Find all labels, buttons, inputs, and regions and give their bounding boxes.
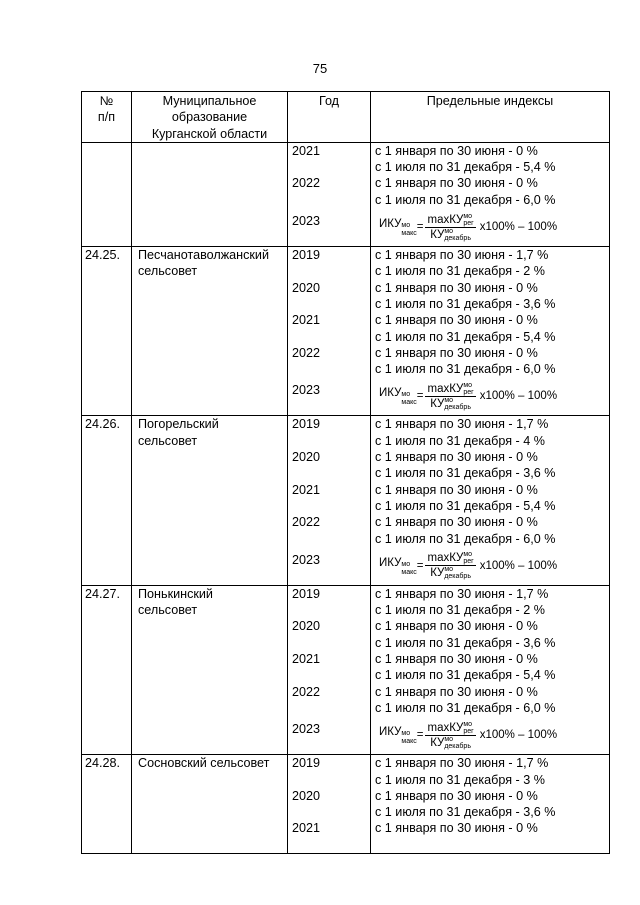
index-line: с 1 июля по 31 декабря - 3,6 % [375, 296, 556, 311]
year-cell: 2021 [292, 652, 321, 667]
index-line: с 1 января по 30 июня - 1,7 % [375, 756, 549, 771]
index-line: с 1 июля по 31 декабря - 6,0 % [375, 362, 556, 377]
formula-num-scripts [463, 721, 473, 735]
row-indexes [371, 755, 610, 854]
index-line: с 1 июля по 31 декабря - 3 % [375, 772, 545, 787]
formula-eq: = [416, 390, 424, 403]
formula-lhs-scripts [401, 391, 416, 407]
index-line: с 1 января по 30 июня - 0 % [375, 345, 538, 360]
index-line: с 1 июля по 31 декабря - 5,4 % [375, 668, 556, 683]
formula-fraction [425, 551, 475, 580]
formula-num-sup: мо [463, 551, 473, 559]
index-line: с 1 июля по 31 декабря - 2 % [375, 264, 545, 279]
index-line: с 1 января по 30 июня - 0 % [375, 788, 538, 803]
year-block [292, 482, 370, 515]
year-cell: 2023 [292, 213, 321, 228]
municipality-line: сельсовет [138, 264, 198, 279]
table-row [82, 142, 610, 246]
year-cell: 2023 [292, 383, 321, 398]
index-line: с 1 июля по 31 декабря - 3,6 % [375, 466, 556, 481]
index-line: с 1 января по 30 июня - 0 % [375, 280, 538, 295]
year-cell: 2023 [292, 552, 321, 567]
index-line: с 1 июля по 31 декабря - 3,6 % [375, 635, 556, 650]
year-block [292, 280, 370, 313]
formula-eq: = [416, 559, 424, 572]
index-line: с 1 июля по 31 декабря - 6,0 % [375, 192, 556, 207]
formula-lhs: ИКУ мо макс [379, 387, 417, 407]
row-indexes [371, 247, 610, 416]
formula-den-sup: мо [444, 735, 454, 743]
formula-num-sub: рег [463, 558, 474, 566]
header-year: Год [288, 92, 371, 143]
year-block [292, 543, 370, 577]
formula-den-sup: мо [444, 396, 454, 404]
formula-lhs-scripts [401, 730, 416, 746]
formula-den-sub: декабрь [444, 403, 471, 411]
year-cell: 2022 [292, 176, 321, 191]
formula [375, 208, 609, 246]
formula-num-scripts [463, 382, 473, 396]
row-municipality [132, 585, 288, 754]
formula-num-sup: мо [463, 381, 473, 389]
formula-num-sub: рег [463, 388, 474, 396]
year-cell: 2022 [292, 684, 321, 699]
formula-lhs-sub: макс [401, 568, 417, 576]
row-number: 24.27. [82, 585, 132, 754]
municipality-line: Погорельский [138, 417, 219, 432]
year-block [292, 247, 370, 280]
row-years [288, 585, 371, 754]
row-years [288, 247, 371, 416]
index-line: с 1 января по 30 июня - 0 % [375, 143, 538, 158]
header-municipality: Муниципальное образование Курганской области [132, 92, 288, 143]
formula-den-sub: декабрь [444, 234, 471, 242]
row-number: 24.25. [82, 247, 132, 416]
table-body [82, 142, 610, 853]
municipality-line: Сосновский сельсовет [138, 756, 270, 771]
formula-den-scripts [444, 228, 471, 242]
index-line: с 1 января по 30 июня - 0 % [375, 652, 538, 667]
formula [375, 377, 609, 415]
row-number: 24.28. [82, 755, 132, 854]
formula-num-sub: рег [463, 219, 474, 227]
year-cell: 2020 [292, 450, 321, 465]
year-block [292, 312, 370, 345]
formula-denominator: КУ мо декабрь [430, 735, 471, 750]
formula-lhs-sup: мо [401, 391, 411, 399]
row-number [82, 142, 132, 246]
year-cell: 2019 [292, 417, 321, 432]
formula-den-scripts [444, 736, 471, 750]
formula-lhs: ИКУ мо макс [379, 556, 417, 576]
row-municipality [132, 142, 288, 246]
page-number: 75 [312, 61, 328, 76]
formula-den-scripts [444, 397, 471, 411]
year-cell: 2020 [292, 788, 321, 803]
year-block [292, 373, 370, 407]
index-line: с 1 июля по 31 декабря - 5,4 % [375, 498, 556, 513]
formula [375, 547, 609, 585]
formula-tail: x100% – 100% [479, 220, 558, 233]
formula-num-scripts [463, 551, 473, 565]
formula-lhs: ИКУ мо макс [379, 726, 417, 746]
year-block [292, 712, 370, 746]
formula-numerator: maxКУ мо рег [427, 551, 474, 566]
index-line: с 1 июля по 31 декабря - 5,4 % [375, 160, 556, 175]
row-years [288, 142, 371, 246]
year-cell: 2019 [292, 756, 321, 771]
formula-lhs-sub: макс [401, 399, 417, 407]
formula-lhs-sub: макс [401, 738, 417, 746]
year-block [292, 204, 370, 238]
formula-den-sub: декабрь [444, 573, 471, 581]
year-cell: 2019 [292, 586, 321, 601]
year-cell: 2020 [292, 280, 321, 295]
index-line: с 1 января по 30 июня - 0 % [375, 619, 538, 634]
year-cell: 2022 [292, 515, 321, 530]
table-row [82, 585, 610, 754]
year-cell: 2021 [292, 143, 321, 158]
formula [375, 716, 609, 754]
table-row [82, 416, 610, 585]
year-cell: 2021 [292, 482, 321, 497]
year-cell: 2021 [292, 313, 321, 328]
year-block [292, 449, 370, 482]
formula-lhs-scripts [401, 222, 416, 238]
row-municipality [132, 247, 288, 416]
index-line: с 1 января по 30 июня - 0 % [375, 821, 538, 836]
index-line: с 1 января по 30 июня - 0 % [375, 515, 538, 530]
row-municipality [132, 416, 288, 585]
row-indexes [371, 142, 610, 246]
row-indexes [371, 585, 610, 754]
tariff-index-table [81, 91, 610, 854]
formula-num-sup: мо [463, 212, 473, 220]
formula-lhs-sub: макс [401, 230, 417, 238]
year-block [292, 820, 370, 853]
formula-lhs-scripts [401, 561, 416, 577]
table-row [82, 755, 610, 854]
year-block [292, 651, 370, 684]
row-indexes [371, 416, 610, 585]
formula-denominator: КУ мо декабрь [430, 396, 471, 411]
index-line: с 1 января по 30 июня - 0 % [375, 176, 538, 191]
index-line: с 1 июля по 31 декабря - 5,4 % [375, 329, 556, 344]
year-block [292, 788, 370, 821]
row-years [288, 755, 371, 854]
formula-fraction [425, 721, 475, 750]
municipality-line: Понькинский [138, 586, 213, 601]
index-line: с 1 января по 30 июня - 0 % [375, 482, 538, 497]
formula-numerator: maxКУ мо рег [427, 381, 474, 396]
formula-lhs-sup: мо [401, 222, 411, 230]
year-cell: 2021 [292, 821, 321, 836]
municipality-line: сельсовет [138, 603, 198, 618]
formula-fraction [425, 382, 475, 411]
year-block [292, 586, 370, 619]
table-header [82, 92, 610, 143]
year-cell: 2020 [292, 619, 321, 634]
formula-den-sub: декабрь [444, 742, 471, 750]
index-line: с 1 января по 30 июня - 0 % [375, 684, 538, 699]
index-line: с 1 июля по 31 декабря - 4 % [375, 433, 545, 448]
year-block [292, 618, 370, 651]
year-block [292, 416, 370, 449]
formula-den-scripts [444, 566, 471, 580]
formula-num-sub: рег [463, 727, 474, 735]
formula-numerator: maxКУ мо рег [427, 212, 474, 227]
formula-eq: = [416, 729, 424, 742]
row-municipality [132, 755, 288, 854]
index-line: с 1 января по 30 июня - 0 % [375, 450, 538, 465]
table-row [82, 247, 610, 416]
index-line: с 1 июля по 31 декабря - 3,6 % [375, 805, 556, 820]
formula-denominator: КУ мо декабрь [430, 566, 471, 581]
formula-fraction [425, 213, 475, 242]
index-line: с 1 июля по 31 декабря - 6,0 % [375, 531, 556, 546]
index-line: с 1 января по 30 июня - 0 % [375, 313, 538, 328]
formula-lhs-sup: мо [401, 730, 411, 738]
formula-lhs-sup: мо [401, 560, 411, 568]
index-line: с 1 июля по 31 декабря - 6,0 % [375, 700, 556, 715]
formula-eq: = [416, 220, 424, 233]
formula-tail: x100% – 100% [479, 390, 558, 403]
index-line: с 1 января по 30 июня - 1,7 % [375, 248, 549, 263]
index-line: с 1 июля по 31 декабря - 2 % [375, 603, 545, 618]
index-line: с 1 января по 30 июня - 1,7 % [375, 586, 549, 601]
formula-den-sup: мо [444, 566, 454, 574]
year-cell: 2019 [292, 248, 321, 263]
header-num: № п/п [82, 92, 132, 143]
municipality-line: Песчанотаволжанский [138, 248, 269, 263]
header-indexes: Предельные индексы [371, 92, 610, 143]
formula-tail: x100% – 100% [479, 559, 558, 572]
formula-numerator: maxКУ мо рег [427, 720, 474, 735]
formula-num-scripts [463, 213, 473, 227]
year-cell: 2023 [292, 722, 321, 737]
index-line: с 1 января по 30 июня - 1,7 % [375, 417, 549, 432]
row-years [288, 416, 371, 585]
formula-lhs: ИКУ мо макс [379, 218, 417, 238]
municipality-line: сельсовет [138, 433, 198, 448]
row-number: 24.26. [82, 416, 132, 585]
formula-denominator: КУ мо декабрь [430, 227, 471, 242]
year-block [292, 143, 370, 176]
formula-tail: x100% – 100% [479, 729, 558, 742]
year-cell: 2022 [292, 345, 321, 360]
year-block [292, 755, 370, 788]
formula-den-sup: мо [444, 227, 454, 235]
formula-num-sup: мо [463, 720, 473, 728]
